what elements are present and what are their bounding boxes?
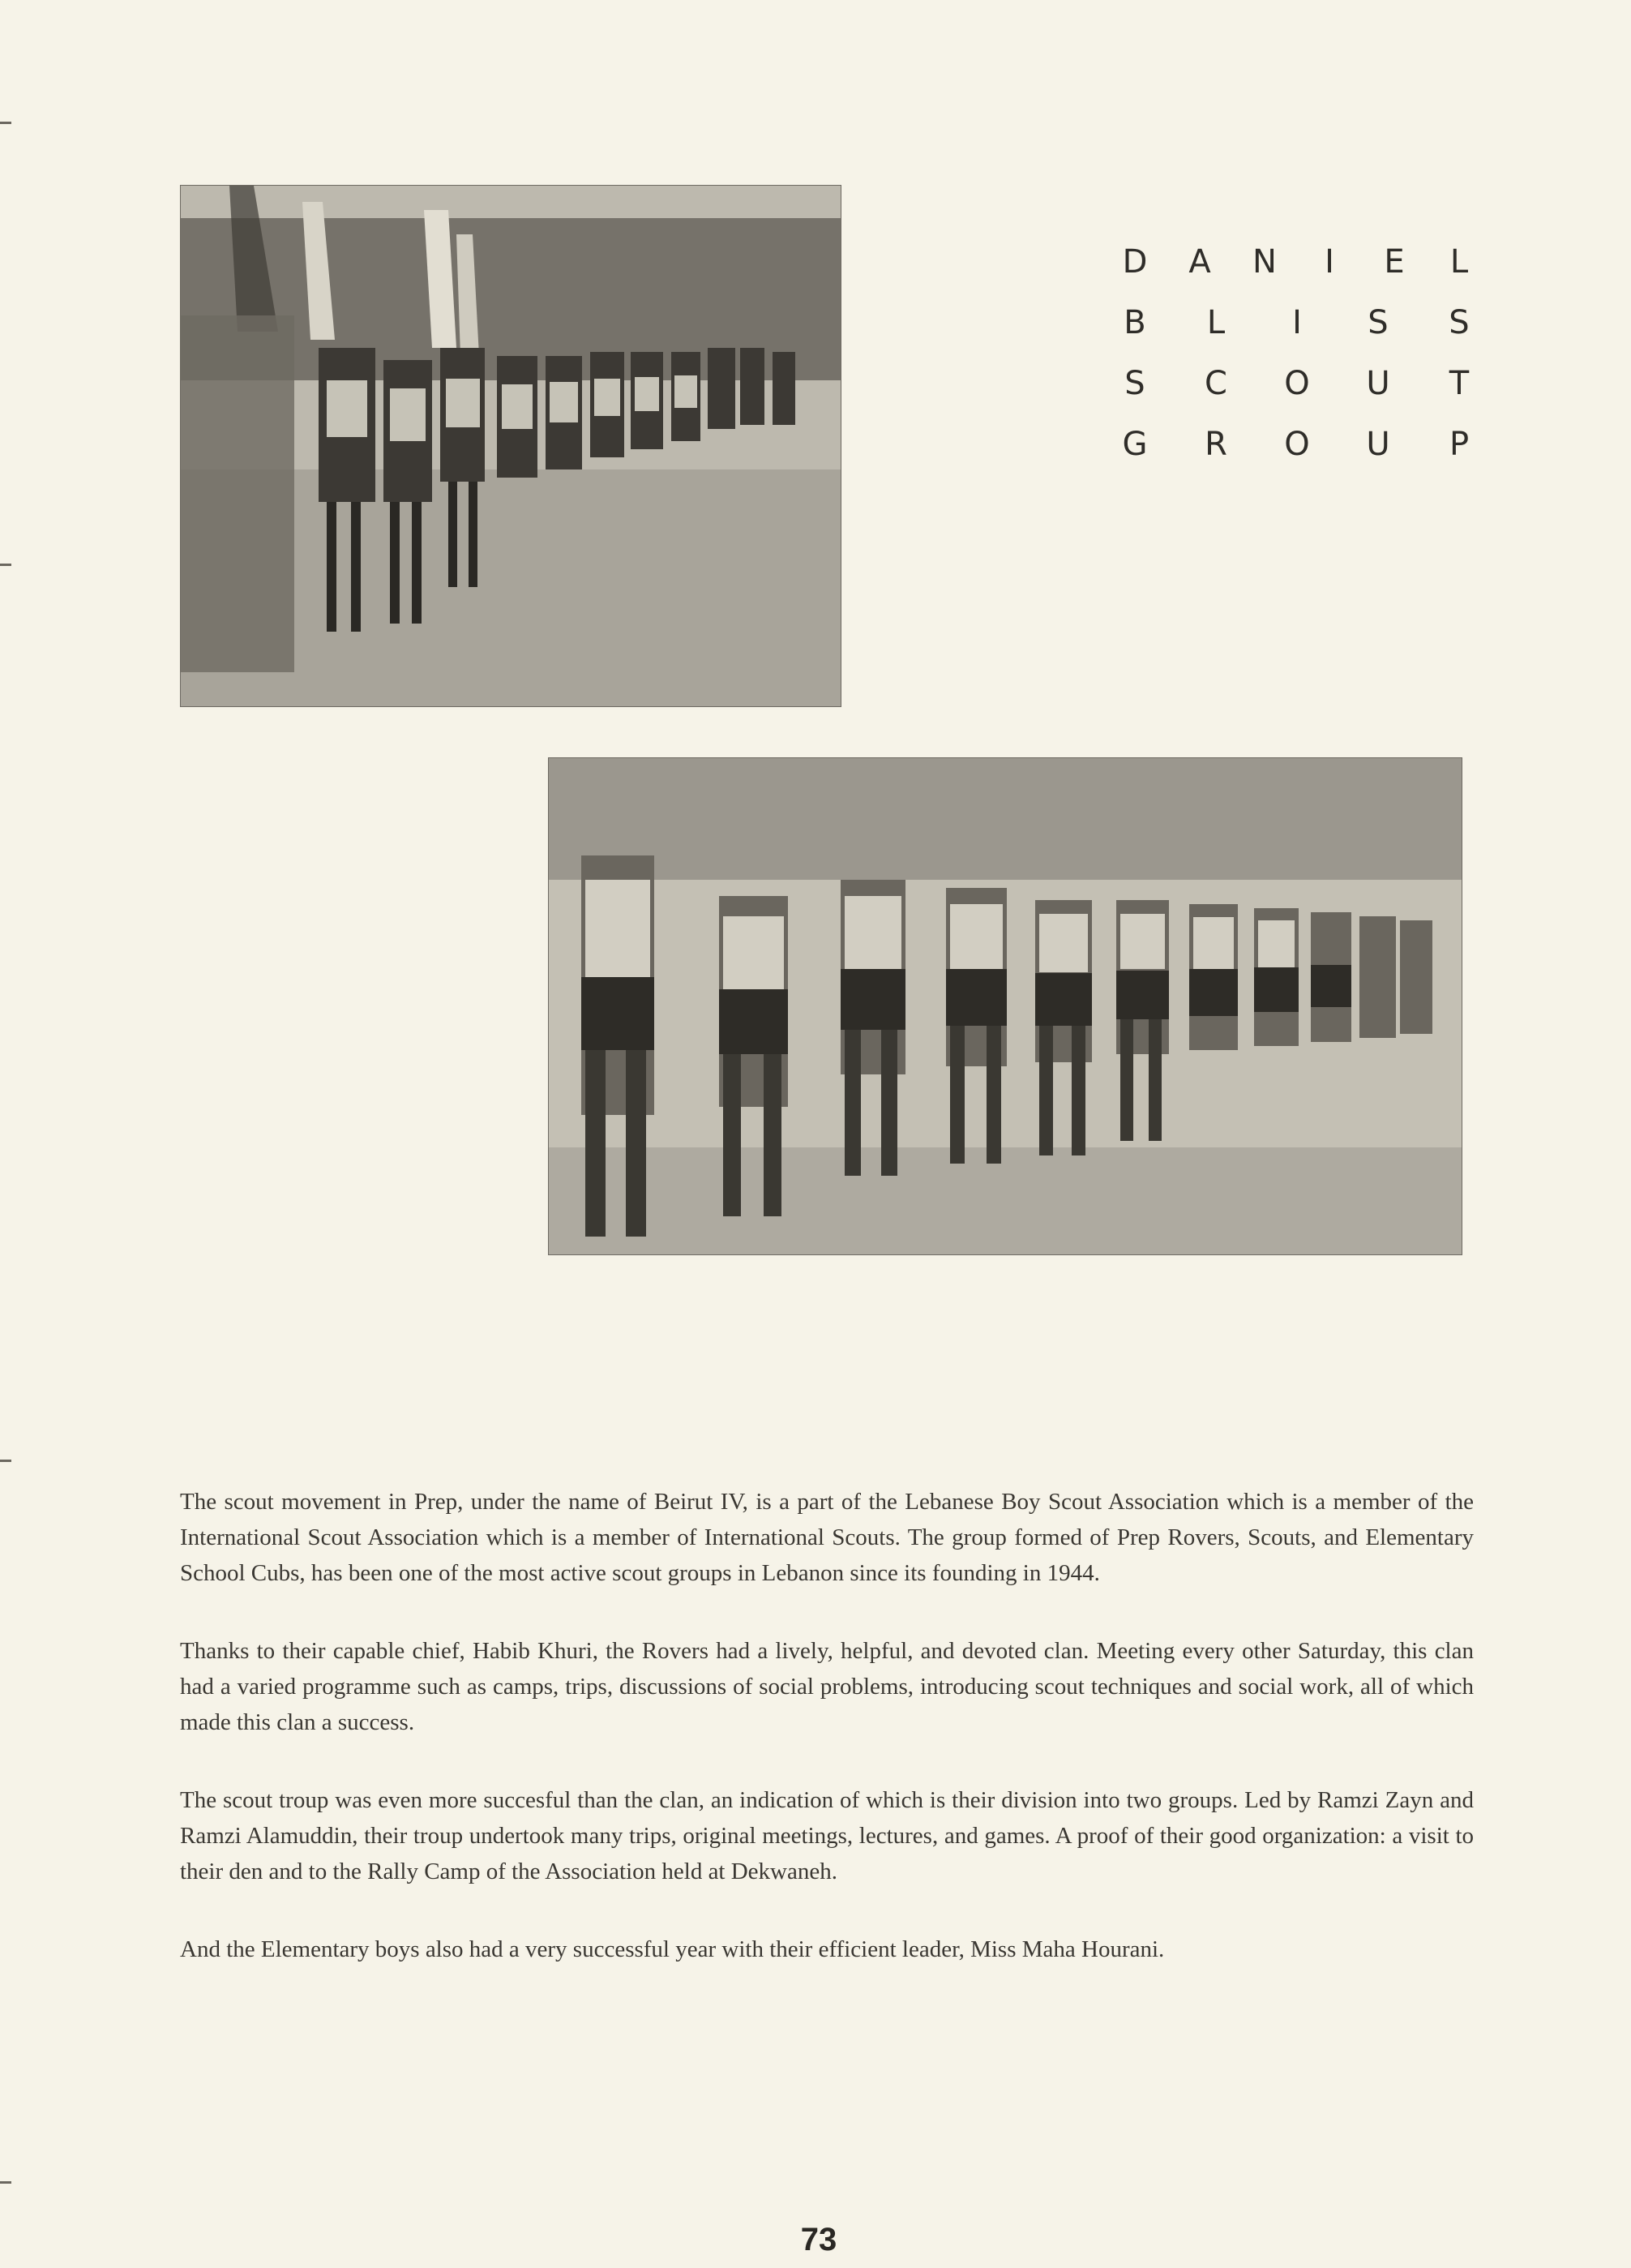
- scout-parade-photo: [180, 185, 841, 707]
- title-letter: I: [1325, 242, 1334, 281]
- title-letter: G: [1122, 425, 1148, 463]
- paragraph-scout-movement: The scout movement in Prep, under the name of Beirut IV, is a part of the Lebanese Boy Scout Association which is a member of the International Scout Association which is a member of International Scouts. The group formed of Prep Rovers, Scouts, and Elementary School Cubs, has been one of the most active scout groups in Lebanon since its founding in 1944.: [180, 1489, 1474, 1586]
- scan-edge-mark: [0, 2181, 11, 2184]
- page-number: 73: [800, 2222, 837, 2257]
- title-daniel-bliss-scout-group: [1111, 231, 1483, 474]
- scout-parade-illustration: [181, 186, 841, 706]
- title-letter: B: [1124, 303, 1146, 341]
- title-letter: N: [1252, 242, 1277, 281]
- paragraph-troup: The scout troup was even more succesful than the clan, an indication of which is their division into two groups. Led by Ramzi Zayn and Ramzi Alamuddin, their troup undertook many trips, original meetings, lectures, and games. A proof of their good organization: a visit to their den and to the Rally Camp of the Association held at Dekwaneh.: [180, 1787, 1474, 1884]
- title-letter: I: [1292, 303, 1302, 341]
- scout-lineup-photo: [548, 757, 1462, 1255]
- title-letter: P: [1449, 425, 1470, 463]
- title-letter: U: [1366, 364, 1390, 402]
- title-letter: O: [1284, 364, 1310, 402]
- title-letter: R: [1205, 425, 1227, 463]
- title-letter: E: [1384, 242, 1405, 281]
- title-letter: C: [1205, 364, 1227, 402]
- title-letter: A: [1188, 242, 1211, 281]
- paragraph-elementary: And the Elementary boys also had a very successful year with their efficient leader, Miss Maha Hourani.: [180, 1936, 1165, 1962]
- title-letter: L: [1449, 242, 1469, 281]
- title-letter: O: [1284, 425, 1310, 463]
- title-letter: S: [1368, 303, 1389, 341]
- scan-edge-mark: [0, 1460, 11, 1462]
- title-letter: S: [1449, 303, 1470, 341]
- title-letter: D: [1122, 242, 1148, 281]
- title-row: [1111, 231, 1483, 292]
- scout-lineup-illustration: [549, 758, 1462, 1254]
- title-row: [1111, 414, 1483, 474]
- scan-edge-mark: [0, 122, 11, 124]
- title-letter: S: [1124, 364, 1145, 402]
- scan-edge-mark: [0, 564, 11, 566]
- title-row: [1111, 353, 1483, 414]
- title-letter: T: [1449, 364, 1470, 402]
- title-row: [1111, 292, 1483, 353]
- title-letter: U: [1366, 425, 1390, 463]
- paragraph-rovers: Thanks to their capable chief, Habib Khuri, the Rovers had a lively, helpful, and devoted clan. Meeting every other Saturday, this clan had a varied programme such as camps, trips, discussions of social problems, introducing scout techniques and social work, all of which made this clan a success.: [180, 1638, 1474, 1735]
- title-letter: L: [1206, 303, 1226, 341]
- article-body: [180, 1484, 1474, 2009]
